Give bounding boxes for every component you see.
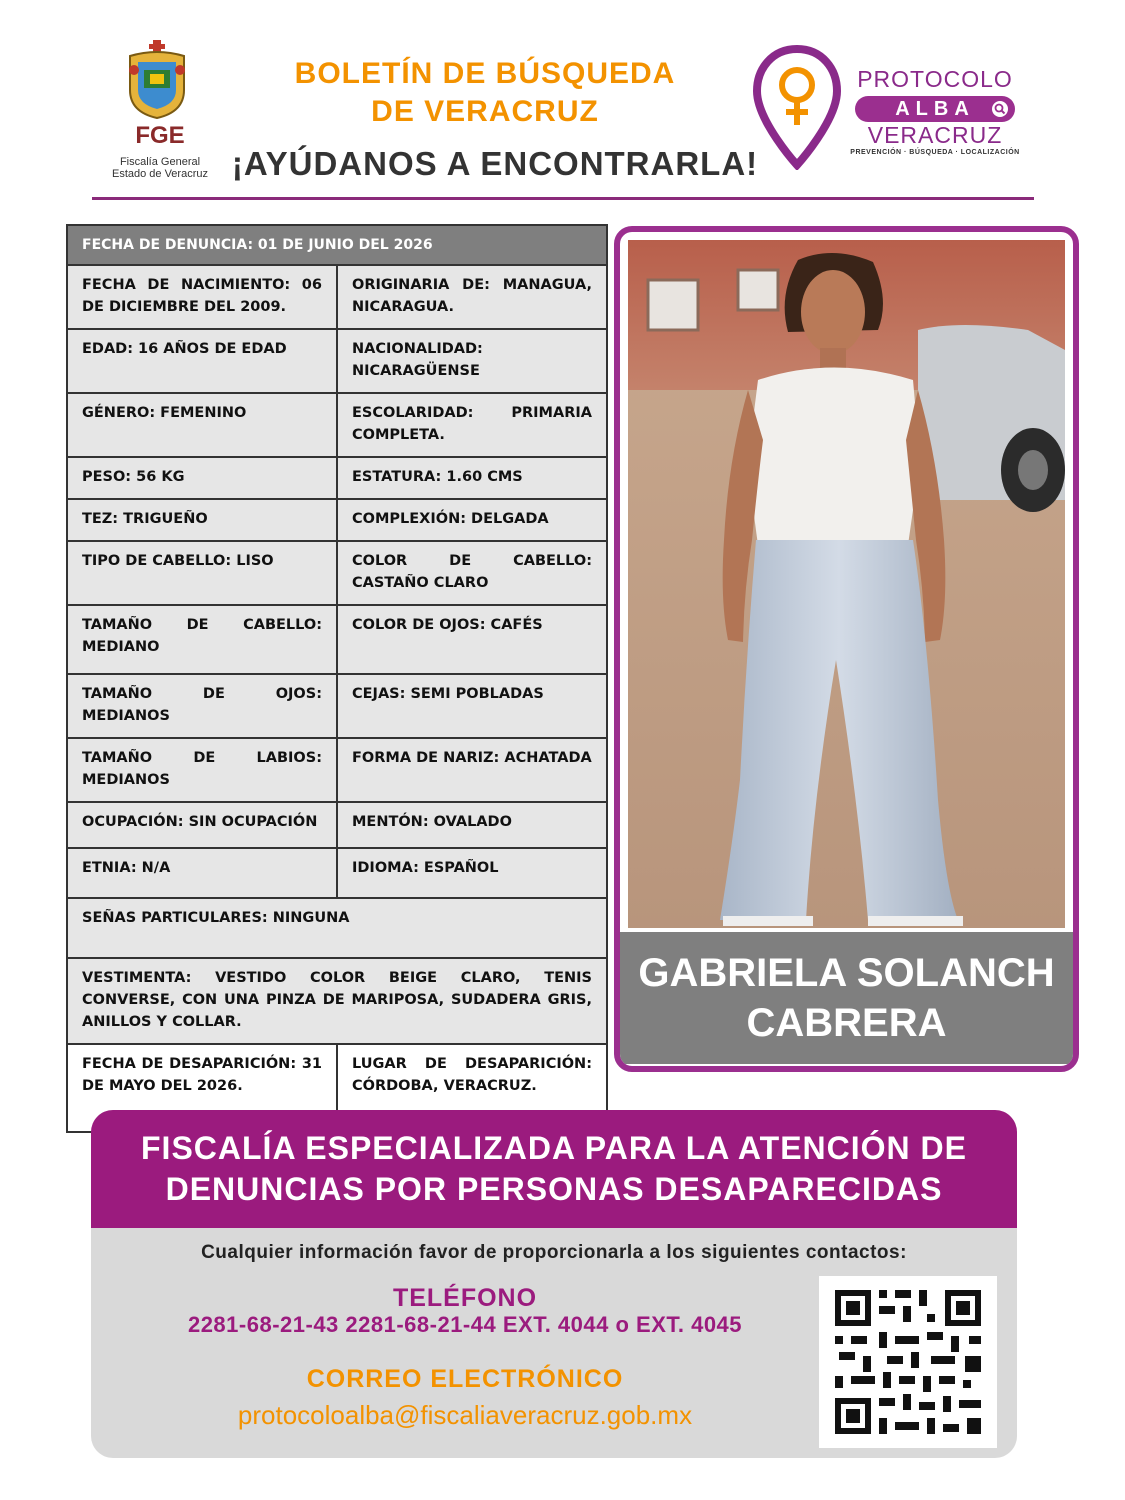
origin: ORIGINARIA DE: MANAGUA, NICARAGUA.	[337, 265, 607, 329]
table-row	[67, 265, 607, 329]
person-details-table	[66, 224, 608, 1133]
gender: GÉNERO: FEMENINO	[67, 393, 337, 457]
fge-full-name	[100, 156, 220, 180]
table-row	[67, 848, 607, 898]
person-name-line2: CABRERA	[746, 1001, 947, 1045]
alba-protocolo-text: PROTOCOLO	[857, 66, 1013, 92]
hair-type: TIPO DE CABELLO: LISO	[67, 541, 337, 605]
eye-size: TAMAÑO DE OJOS: MEDIANOS	[67, 674, 337, 738]
banner-title-line1: FISCALÍA ESPECIALIZADA PARA LA ATENCIÓN DE	[141, 1130, 967, 1166]
weight: PESO: 56 KG	[67, 457, 337, 499]
fge-logo	[100, 40, 220, 185]
email-link[interactable]: protocoloalba@fiscaliaveracruz.gob.mx	[237, 1400, 693, 1430]
disappearance-place: LUGAR DE DESAPARICIÓN: CÓRDOBA, VERACRUZ.	[337, 1044, 607, 1132]
schooling: ESCOLARIDAD: PRIMARIA COMPLETA.	[337, 393, 607, 457]
banner-title	[91, 1128, 1017, 1210]
complexion-tone: TEZ: TRIGUEÑO	[67, 499, 337, 541]
birth-date: FECHA DE NACIMIENTO: 06 DE DICIEMBRE DEL 2009.	[67, 265, 337, 329]
missing-person-photo	[628, 240, 1065, 928]
age: EDAD: 16 AÑOS DE EDAD	[67, 329, 337, 393]
nose-shape: FORMA DE NARIZ: ACHATADA	[337, 738, 607, 802]
eyebrows: CEJAS: SEMI POBLADAS	[337, 674, 607, 738]
table-row	[67, 958, 607, 1044]
build: COMPLEXIÓN: DELGADA	[337, 499, 607, 541]
bulletin-title	[250, 55, 720, 131]
table-row	[67, 393, 607, 457]
email-label: CORREO ELECTRÓNICO	[306, 1365, 624, 1393]
language: IDIOMA: ESPAÑOL	[337, 848, 607, 898]
veracruz-coat-of-arms-icon	[122, 40, 192, 120]
chin: MENTÓN: OVALADO	[337, 802, 607, 848]
fge-name-line1: Fiscalía General	[119, 156, 201, 168]
disappearance-date: FECHA DE DESAPARICIÓN: 31 DE MAYO DEL 2026.	[67, 1044, 337, 1132]
table-row	[67, 674, 607, 738]
header-divider	[92, 197, 1034, 200]
hair-length: TAMAÑO DE CABELLO: MEDIANO	[67, 605, 337, 674]
prosecutor-office-banner	[91, 1110, 1017, 1228]
table-row	[67, 898, 607, 958]
report-date: FECHA DE DENUNCIA: 01 DE JUNIO DEL 2026	[67, 225, 607, 265]
bulletin-title-line1: BOLETÍN DE BÚSQUEDA	[294, 57, 676, 90]
alba-veracruz-text: VERACRUZ	[867, 122, 1003, 148]
eye-color: COLOR DE OJOS: CAFÉS	[337, 605, 607, 674]
table-row	[67, 541, 607, 605]
female-symbol-pin-icon	[752, 45, 842, 170]
contact-box	[91, 1228, 1017, 1458]
table-row	[67, 738, 607, 802]
contact-intro: Cualquier información favor de proporcionarla a los siguientes contactos:	[201, 1242, 907, 1263]
hair-color: COLOR DE CABELLO: CASTAÑO CLARO	[337, 541, 607, 605]
alba-word-text: ALBA	[895, 98, 975, 120]
table-row	[67, 457, 607, 499]
table-row	[67, 329, 607, 393]
occupation: OCUPACIÓN: SIN OCUPACIÓN	[67, 802, 337, 848]
alba-word-badge	[855, 96, 1015, 122]
person-name-line1: GABRIELA SOLANCH	[638, 951, 1055, 995]
phone-numbers[interactable]: 2281-68-21-43 2281-68-21-44 EXT. 4044 o EXT. 4045	[187, 1312, 743, 1337]
fge-abbreviation: FGE	[135, 122, 185, 149]
fge-name-line2: Estado de Veracruz	[111, 168, 208, 180]
table-row	[67, 499, 607, 541]
phone-label: TELÉFONO	[392, 1284, 538, 1312]
bulletin-title-line2: DE VERACRUZ	[371, 95, 599, 128]
table-row	[67, 605, 607, 674]
nationality: NACIONALIDAD: NICARAGÜENSE	[337, 329, 607, 393]
banner-title-line2: DENUNCIAS POR PERSONAS DESAPARECIDAS	[165, 1171, 943, 1207]
qr-code-icon[interactable]	[819, 1276, 997, 1448]
report-date-row	[67, 225, 607, 265]
ethnicity: ETNIA: N/A	[67, 848, 337, 898]
alba-tagline: PREVENCIÓN · BÚSQUEDA · LOCALIZACIÓN	[850, 149, 1020, 156]
photo-card	[614, 226, 1079, 1072]
help-find-her-headline: ¡AYÚDANOS A ENCONTRARLA!	[231, 145, 759, 182]
search-icon	[991, 100, 1009, 118]
person-name	[620, 932, 1073, 1064]
clothing: VESTIMENTA: VESTIDO COLOR BEIGE CLARO, TENIS CONVERSE, CON UNA PINZA DE MARIPOSA, SUDADERA GRIS, ANILLOS Y COLLAR.	[67, 958, 607, 1044]
height: ESTATURA: 1.60 CMS	[337, 457, 607, 499]
distinguishing-marks: SEÑAS PARTICULARES: NINGUNA	[67, 898, 607, 958]
protocolo-alba-logo	[850, 66, 1020, 156]
lip-size: TAMAÑO DE LABIOS: MEDIANOS	[67, 738, 337, 802]
table-row	[67, 802, 607, 848]
